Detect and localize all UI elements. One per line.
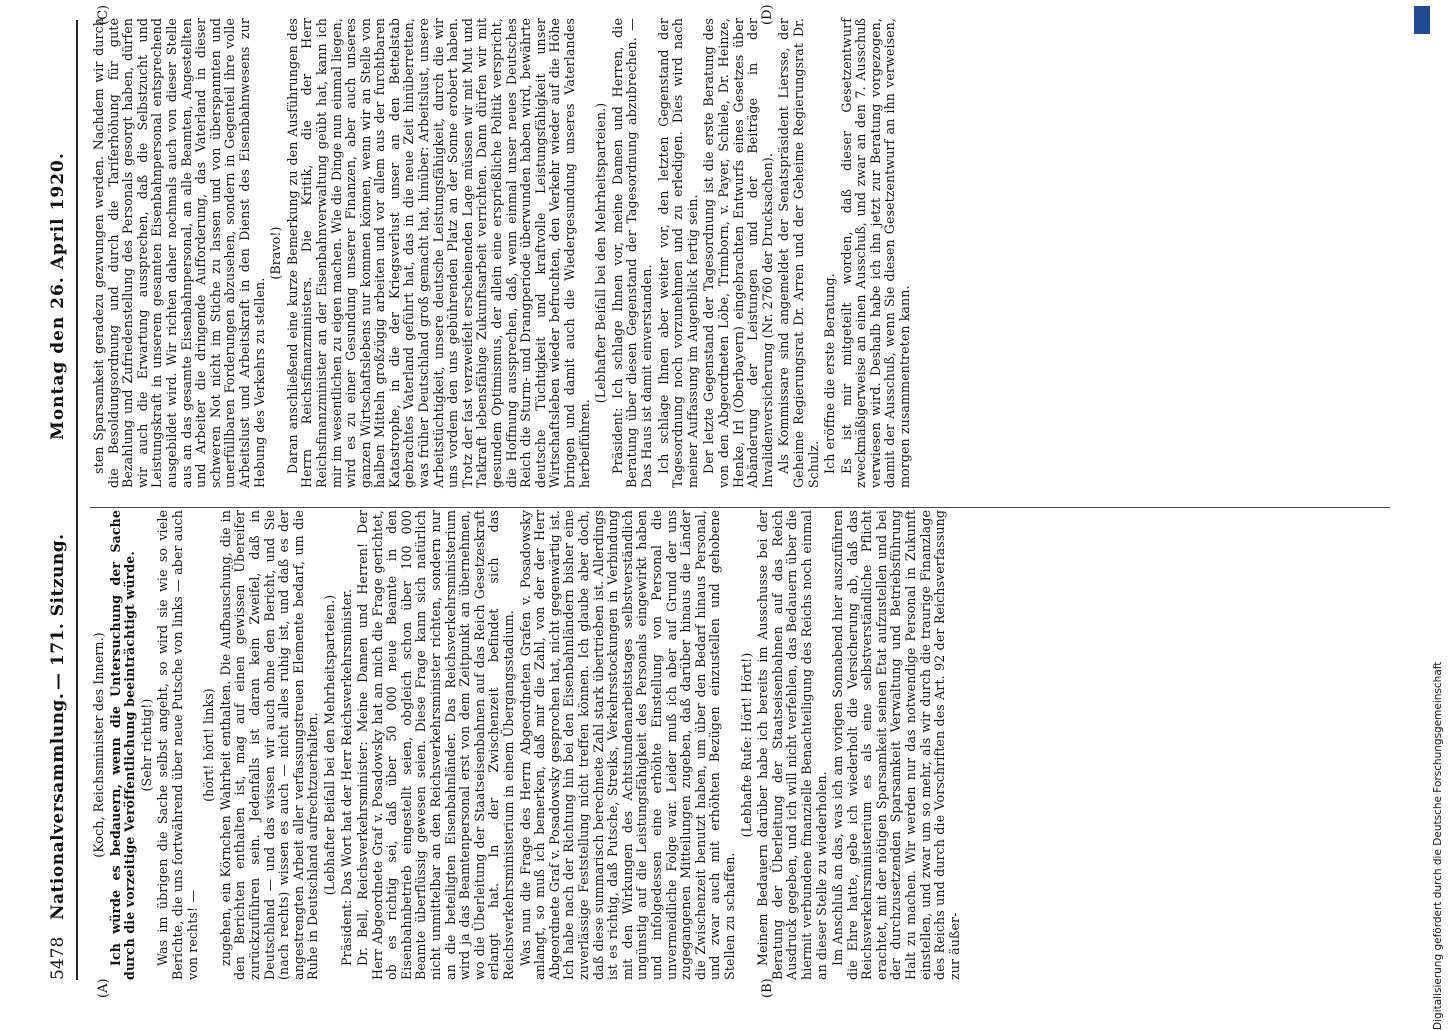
left_column-paragraph: Ich würde es bedauern, wenn die Untersuchung der Sache durch die vorzeitige Veröffentlichung beeinträchtigt würde. (107, 510, 138, 980)
right_column-paragraph: sten Sparsamkeit geradezu gezwungen werden. Nachdem wir durch die Besoldungsordnung und durch die Tariferhöhung für gute Bezahlung und Zufriedenstellung des Personals gesorgt haben, dürfen wir auch die Erwartung aussprechen, daß die Selbstzucht und Leistungskraft in unserem gesamten Eisenbahnpersonal entsprechend ausgebildet wird. Wir richten daher nochmals auch von dieser Stelle aus an das gesamte Eisenbahnpersonal, an alle Beamten, Angestellten und Arbeiter die dringende Aufforderung, das Vaterland in dieser schweren Not nicht im Stiche zu lassen und von überspannten und unerfüllbaren Forderungen abzusehen, sondern in Gegenteil ihre volle Arbeitslust und Arbeitskraft in den Dienst des Eisenbahnwesens zur Hebung des Verkehrs zu stellen. (91, 18, 267, 488)
left_column-paragraph: zugehen, ein Körnchen Wahrheit enthalten. Die Aufbauschung, die in den Berichten enthalten ist, mag auf einen gewissen Übereifer zurückzuführen sein. Jedenfalls ist daran kein Zweifel, daß in Deutschland — und das wissen wir auch ohne den Bericht, und Sie (nach rechts) wissen es auch — nicht alles ruhig ist, und daß es der angestrengten Arbeit aller verfassungstreuen Elemente bedarf, um die Ruhe in Deutschland aufrechtzuerhalten. (217, 510, 321, 980)
margin-mark-d: (D) (760, 4, 775, 25)
side-note-text: Digitalisierung gefördert durch die Deutsche Forschungsgemeinschaft (1432, 661, 1444, 1030)
page-header (48, 20, 74, 980)
side-note (1412, 10, 1444, 1030)
left_column-paragraph: (Sehr richtig!) (138, 698, 154, 792)
left_column-paragraph: Meinem Bedauern darüber habe ich bereits im Ausschusse bei der Beratung der Überleitung der Staatseisenbahnen auf das Reich Ausdruck gegeben, und ich will nicht verfehlen, das Bedauern über die hiermit verbundene finanzielle Benachteiligung des Reichs noch einmal an dieser Stelle zu wiederholen. (755, 510, 829, 980)
right_column-paragraph: Als Kommissare sind angemeldet der Senatspräsident Liersse, der Geheime Regierungsrat Dr. Arren und der Geheime Regierungsrat Dr. Schulz. (776, 18, 821, 488)
right_column-paragraph: Präsident: Ich schlage Ihnen vor, meine Damen und Herren, die Beratung über diesen Gegenstand der Tagesordnung abzubrechen. — Das Haus ist damit einverstanden. (609, 18, 654, 488)
left-column (92, 510, 964, 980)
left_column-paragraph: (Lebhafte Rufe: Hört! Hört!) (738, 652, 754, 838)
left_column-paragraph: Präsident: Das Wort hat der Herr Reichsverkehrsminister. (338, 588, 354, 966)
margin-mark-c: (C) (96, 4, 111, 25)
left_column-paragraph: Was im übrigen die Sache selbst angeht, so wird sie wie so viele Berichte, die uns fortwährend über neue Putsche von links — aber auch von rechts! — (155, 510, 200, 980)
left_column-paragraph: (hört! hört! links) (201, 688, 217, 802)
left_column-paragraph: (Lebhafter Beifall bei den Mehrheitsparteien.) (321, 594, 337, 896)
left_column-paragraph: Dr. Bell, Reichsverkehrsminister: Meine Damen und Herren! Der Herr Abgeordnete Graf v. Posadowsky hat an mich die Frage gerichtet, ob es richtig sei, daß über 50 000 neue Beamte in den Eisenbahnbetrieb eingestellt seien, obgleich schon über 100 000 Beamte überflüssig gewesen seien. Diese Frage kann sich natürlich nicht unmittelbar an den Reichsverkehrsminister richten, sondern nur an die beteiligten Eisenbahnländer. Das Reichsverkehrsministerium wird ja das Beamtenpersonal erst von dem Zeitpunkt an übernehmen, wo die Überleitung der Staatseisenbahnen auf das Reich Gesetzeskraft erlangt hat. In der Zwischenzeit befindet sich das Reichsverkehrsministerium in einem Übergangsstadium. (355, 510, 517, 980)
header-rule (76, 20, 78, 980)
margin-mark-b: (B) (760, 978, 775, 998)
left_column-paragraph: Was nun die Frage des Herrn Abgeordneten Grafen v. Posadowsky anlangt, so muß ich bemerken, daß mir die Zahl, von der der Herr Abgeordnete Graf v. Posadowsky gesprochen hat, nicht gegenwärtig ist. Ich habe nach der Richtung hin bei den Eisenbahnländern bisher eine zuverlässige Feststellung nicht treffen können. Ich glaube aber doch, daß diese summarisch berechnete Zahl stark übertrieben ist. Allerdings ist es richtig, daß Putsche, Streiks, Verkehrsstockungen in Verbindung mit den Wirkungen des Achtstundenarbeitstages selbstverständlich ungünstig auf die Leistungsfähigkeit des Personals eingewirkt haben und infolgedessen eine erhöhte Einstellung von Personal die unvermeidliche Folge war. Leider muß ich aber auf Grund der uns zugegangenen Mitteilungen zugeben, daß darüber hinaus die Länder die Zwischenzeit benutzt haben, um über den Bedarf hinaus Personal, und zwar auch mit erhöhten Bezügen einzustellen und gehobene Stellen zu schaffen. (517, 510, 737, 980)
header-left-title: Nationalversammlung. (48, 692, 68, 920)
header-date: Montag den 26. April 1920. (48, 152, 68, 440)
right_column-paragraph: Es ist mir mitgeteilt worden, daß dieser Gesetzentwurf zweckmäßigerweise an einen Ausschuß, und zwar an den 7. Ausschuß verwiesen wird. Deshalb habe ich ihn jetzt zur Beratung vorgezogen, damit der Ausschuß, wenn Sie diesen Gesetzentwurf an ihn verweisen, morgen zusammentreten kann. (838, 18, 913, 488)
page-number: 5478 (48, 936, 68, 980)
left_column-paragraph: Im Anschluß an das, was ich am vorigen Sonnabend hier auszuführen die Ehre hatte, gebe ich wiederholt die Versicherung ab, daß das Reichsverkehrsministerium es als eine selbstverständliche Pflicht erachtet, mit der nötigen Sparsamkeit seinen Etat aufzustellen und bei der durchzusetzenden Sparsamkeit Verwaltung und Betriebsführung Halt zu machen. Wir werden nur das notwendige Personal in Zukunft einstellen, und zwar um so mehr, als wir durch die traurige Finanzlage des Reichs und durch die Vorschriften des Art. 92 der Reichsverfassung zur äußer- (830, 510, 962, 980)
header-center-title: — 171. Sitzung. (48, 533, 68, 690)
left_column-paragraph: (Koch, Reichsminister des Innern.) (91, 632, 106, 858)
right_column-paragraph: Daran anschließend eine kurze Bemerkung zu den Ausführungen des Herrn Reichsfinanzministers. Die Kritik, die der Herr Reichsfinanzminister an der Eisenbahnverwaltung geübt hat, kann ich mir im wesentlichen zu eigen machen. Wie die Dinge nun einmal liegen, wird es zu einer Gesundung unserer Finanzen, aber auch unseres ganzen Wirtschaftslebens nur kommen können, wenn wir an Stelle von halben Mitteln großzügig arbeiten und vor allem aus der furchtbaren Katastrophe, in die der Kriegsverlust unser an den Bettelstab gebrachtes Vaterland geführt hat, das in die neue Zeit hinüberretten, was früher Deutschland groß gemacht hat, hinüber: Arbeitslust, unsere Arbeitstüchtigkeit, unsere deutsche Leistungsfähigkeit, durch die wir uns vordem den uns gebührenden Platz an der Sonne erobert haben. Trotz der fast verzweifelt erscheinenden Lage müssen wir mit Mut und Tatkraft lebensfähige Zukunftsarbeit verrichten. Dann dürfen wir mit gesundem Optimismus, der allein eine ersprießliche Politik verspricht, die Hoffnung aussprechen, daß, wenn einmal unser neues Deutsches Reich die Sturm- und Drangperiode überwunden haben wird, bewährte deutsche Tüchtigkeit und kraftvolle Leistungsfähigkeit unser Wirtschaftsleben wieder befruchten, den Verkehr wieder auf die Höhe bringen und damit auch die Wiedergesundung unseres Vaterlandes herbeiführen. (284, 18, 592, 488)
right_column-paragraph: (Bravo!) (268, 226, 284, 280)
right_column-paragraph: (Lebhafter Beifall bei den Mehrheitsparteien.) (593, 102, 609, 404)
right-column (92, 18, 915, 488)
column-divider (90, 507, 1390, 508)
right_column-paragraph: Ich schlage Ihnen aber weiter vor, den letzten Gegenstand der Tagesordnung noch vorzunehmen und zu erledigen. Dies wird nach meiner Auffassung im Augenblick fertig sein. (655, 18, 700, 488)
right_column-paragraph: Ich eröffne die erste Beratung. (822, 273, 838, 474)
margin-mark-a: (A) (96, 978, 111, 998)
right_column-paragraph: Der letzte Gegenstand der Tagesordnung ist die erste Beratung des von den Abgeordneten Löbe, Trimborn, v. Payer, Schiele, Dr. Heinze, Henke, Irl (Oberbayern) eingebrachten Entwurfs eines Gesetzes über Abänderung der Leistungen und der Beiträge in der Invalidenversicherung (Nr. 2760 der Drucksachen). (701, 18, 775, 488)
